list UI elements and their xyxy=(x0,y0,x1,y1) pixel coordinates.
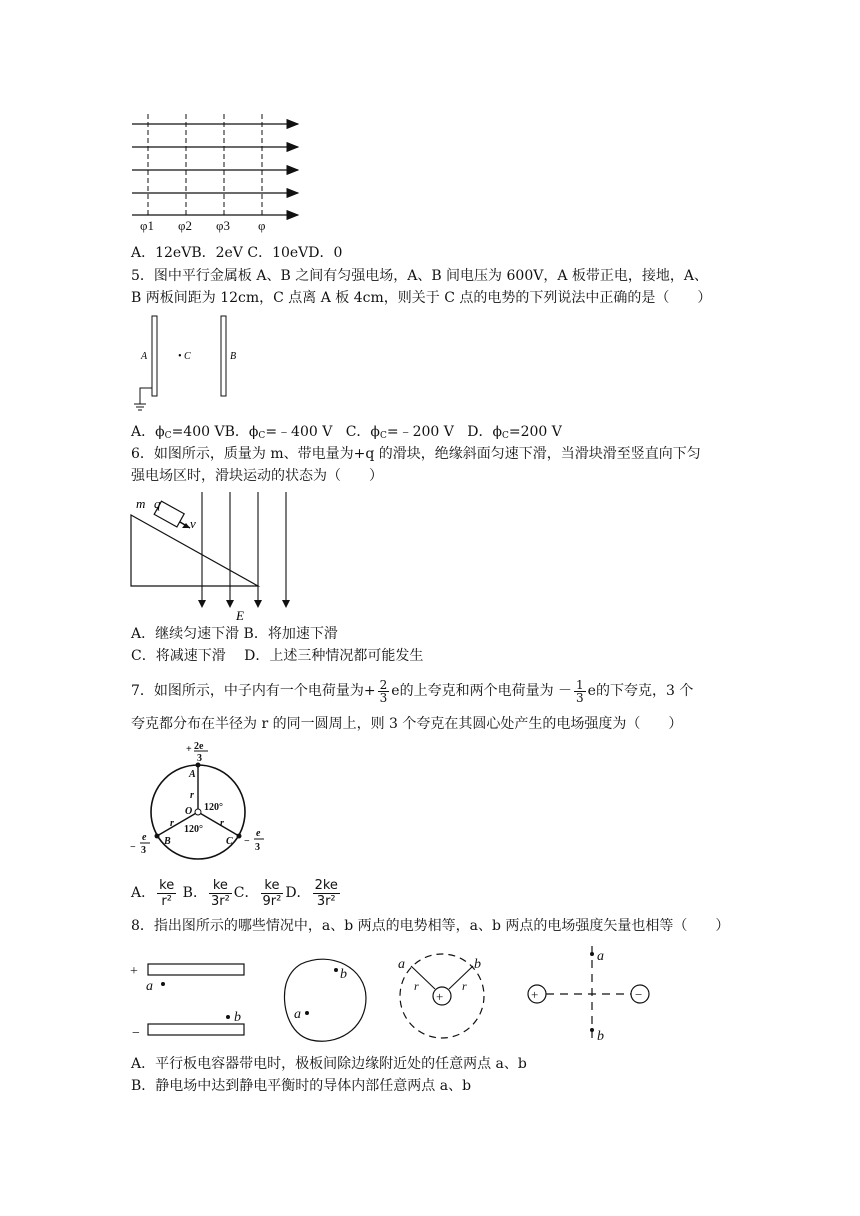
q7-angle-label-2: 120° xyxy=(184,824,203,835)
q8-dipole-minus: − xyxy=(635,987,643,1002)
q8-figure xyxy=(126,944,666,1048)
q8-fig2-a: a xyxy=(294,1007,301,1022)
q7-opt-b-frac xyxy=(209,878,232,909)
q6-options-line1: A．继续匀速下滑 B．将加速下滑 xyxy=(131,626,338,642)
q5-phi-symbol: ϕ xyxy=(492,424,502,440)
q8-positive-charge: + xyxy=(436,989,444,1004)
q4-phi1-label: φ1 xyxy=(140,218,155,233)
q4-phi-label: φ xyxy=(258,218,266,233)
q5-phi-sub: C xyxy=(258,431,266,441)
q5-phi-sub: C xyxy=(379,431,387,441)
q4-phi2-label: φ2 xyxy=(178,218,193,233)
q5-text-line1: 5．图中平行金属板 A、B 之间有匀强电场，A、B 间电压为 600V，A 板带正电，接地，A、 xyxy=(131,268,709,284)
q7-frac1-sign: + xyxy=(363,683,376,699)
q7-frac2 xyxy=(574,679,586,704)
q7-opt-c-frac xyxy=(261,878,284,909)
q7-opt-a-num: ke xyxy=(159,877,175,893)
q7-frac1-num: 2 xyxy=(379,677,388,692)
q5-phi-symbol: ϕ xyxy=(248,424,259,440)
svg-text:+: + xyxy=(186,744,192,755)
q8-fig3-b: b xyxy=(474,957,481,972)
q7-opt-a-label: A． xyxy=(131,885,156,901)
q7-radius-label-right: r xyxy=(220,818,224,829)
q7-frac1-den: 3 xyxy=(379,690,388,705)
q7-text-part2: e的上夸克和两个电荷量为 xyxy=(391,683,554,699)
q8-fig3-r-right: r xyxy=(462,979,467,993)
q5-opt-d-label: D． xyxy=(467,424,493,440)
q4-phi3-label: φ3 xyxy=(216,218,231,233)
q7-left-charge-num: e xyxy=(142,832,147,843)
q7-text-line2: 夸克都分布在半径为 r 的同一圆周上，则 3 个夸克在其圆心处产生的电场强度为（ ） xyxy=(131,716,683,732)
q7-opt-b-num: ke xyxy=(209,878,232,894)
q7-opt-c-label: C． xyxy=(233,885,259,901)
q8-fig1-b: b xyxy=(234,1010,241,1025)
q8-plus-sign: + xyxy=(130,964,138,979)
q5-opt-a-label: A． xyxy=(131,424,156,440)
q5-options xyxy=(131,422,562,446)
q8-minus-sign: − xyxy=(132,1026,140,1041)
q7-opt-a-den: r² xyxy=(161,893,172,909)
q7-figure xyxy=(128,740,268,862)
q7-right-charge-den: 3 xyxy=(255,842,260,853)
q6-velocity-label: v xyxy=(190,516,196,531)
q5-point-c-label: • C xyxy=(178,351,191,362)
q5-phi-sub: C xyxy=(164,431,172,441)
q6-text-line2: 强电场区时，滑块运动的状态为（ ） xyxy=(131,468,383,484)
q7-text-part1: 7．如图所示，中子内有一个电荷量为 xyxy=(131,683,364,699)
q5-phi-sub: C xyxy=(502,431,509,441)
q7-opt-a-frac xyxy=(157,878,176,909)
q4-options: A．12eVB．2eV C．10eVD．0 xyxy=(131,245,343,261)
q6-field-label: E xyxy=(236,608,244,622)
q7-opt-d-num: 2ke xyxy=(314,877,338,893)
q7-frac1 xyxy=(378,679,390,704)
q7-opt-b-den: 3r² xyxy=(210,893,230,909)
q8-fig2-b: b xyxy=(340,967,347,982)
q7-point-a: A xyxy=(189,769,196,780)
q5-phi-symbol: ϕ xyxy=(370,424,380,440)
q6-figure xyxy=(128,490,298,622)
q8-fig4-b: b xyxy=(597,1029,604,1044)
q7-angle-label-1: 120° xyxy=(204,802,223,813)
q7-frac2-sign: － xyxy=(558,683,573,699)
q6-text-line1: 6．如图所示，质量为 m、带电量为+q 的滑块，绝缘斜面匀速下滑，当滑块滑至竖直向下匀 xyxy=(131,446,701,462)
q5-figure xyxy=(132,312,247,412)
q7-opt-b-label: B． xyxy=(182,885,207,901)
q7-right-charge-num: e xyxy=(256,828,261,839)
q7-left-charge-den: 3 xyxy=(141,845,146,856)
q5-opt-b-label: B． xyxy=(224,424,249,440)
q6-charge-label: q xyxy=(154,496,161,511)
q7-point-c: C xyxy=(226,836,233,847)
q8-fig3-r-left: r xyxy=(414,979,419,993)
q8-fig4-a: a xyxy=(597,949,604,964)
q5-opt-d: =200 V xyxy=(508,424,562,440)
q8-fig3-a: a xyxy=(398,957,405,972)
q8-option-a: A．平行板电容器带电时，极板间除边缘附近处的任意两点 a、b xyxy=(131,1056,527,1072)
q7-opt-c-den: 9r² xyxy=(262,893,282,909)
q5-opt-c: =﹣200 V xyxy=(386,424,454,440)
q5-plate-a-label: A xyxy=(141,351,148,362)
q7-radius-label: r xyxy=(190,790,194,801)
q7-options xyxy=(131,870,342,916)
q5-opt-a: =400 V xyxy=(171,424,225,440)
q5-opt-c-label: C． xyxy=(345,424,371,440)
q4-figure xyxy=(128,112,308,234)
q6-options-line2: C．将减速下滑 D．上述三种情况都可能发生 xyxy=(131,648,424,664)
q5-plate-b-label: B xyxy=(230,351,237,362)
q7-center-o: O xyxy=(185,806,193,817)
q7-top-charge-num: 2e xyxy=(194,741,204,752)
q7-text-part3: e的下夸克，3 个 xyxy=(587,683,694,699)
q7-point-b: B xyxy=(164,836,171,847)
q7-top-charge-den: 3 xyxy=(197,753,202,764)
q7-radius-label-left: r xyxy=(170,818,174,829)
svg-text:−: − xyxy=(130,842,136,853)
q7-frac2-den: 3 xyxy=(576,690,584,705)
q7-text-line1 xyxy=(131,678,693,704)
q7-opt-d-frac xyxy=(313,878,340,909)
q8-fig1-a: a xyxy=(146,979,153,994)
q5-opt-b: =﹣400 V xyxy=(265,424,333,440)
q8-option-b: B．静电场中达到静电平衡时的导体内部任意两点 a、b xyxy=(131,1078,472,1094)
q7-opt-d-den: 3r² xyxy=(316,893,336,909)
svg-text:−: − xyxy=(244,836,250,847)
q7-frac2-num: 1 xyxy=(576,677,584,692)
q8-dipole-plus: + xyxy=(531,987,539,1002)
q6-mass-label: m xyxy=(136,496,146,511)
q7-opt-d-label: D． xyxy=(285,885,311,901)
q7-opt-c-num: ke xyxy=(261,878,284,894)
q8-text: 8．指出图所示的哪些情况中，a、b 两点的电势相等，a、b 两点的电场强度矢量也相等（ ） xyxy=(131,918,730,934)
q5-phi-symbol: ϕ xyxy=(155,424,165,440)
q5-text-line2: B 两板间距为 12cm，C 点离 A 板 4cm，则关于 C 点的电势的下列说法中正确的是（ ） xyxy=(131,290,712,306)
